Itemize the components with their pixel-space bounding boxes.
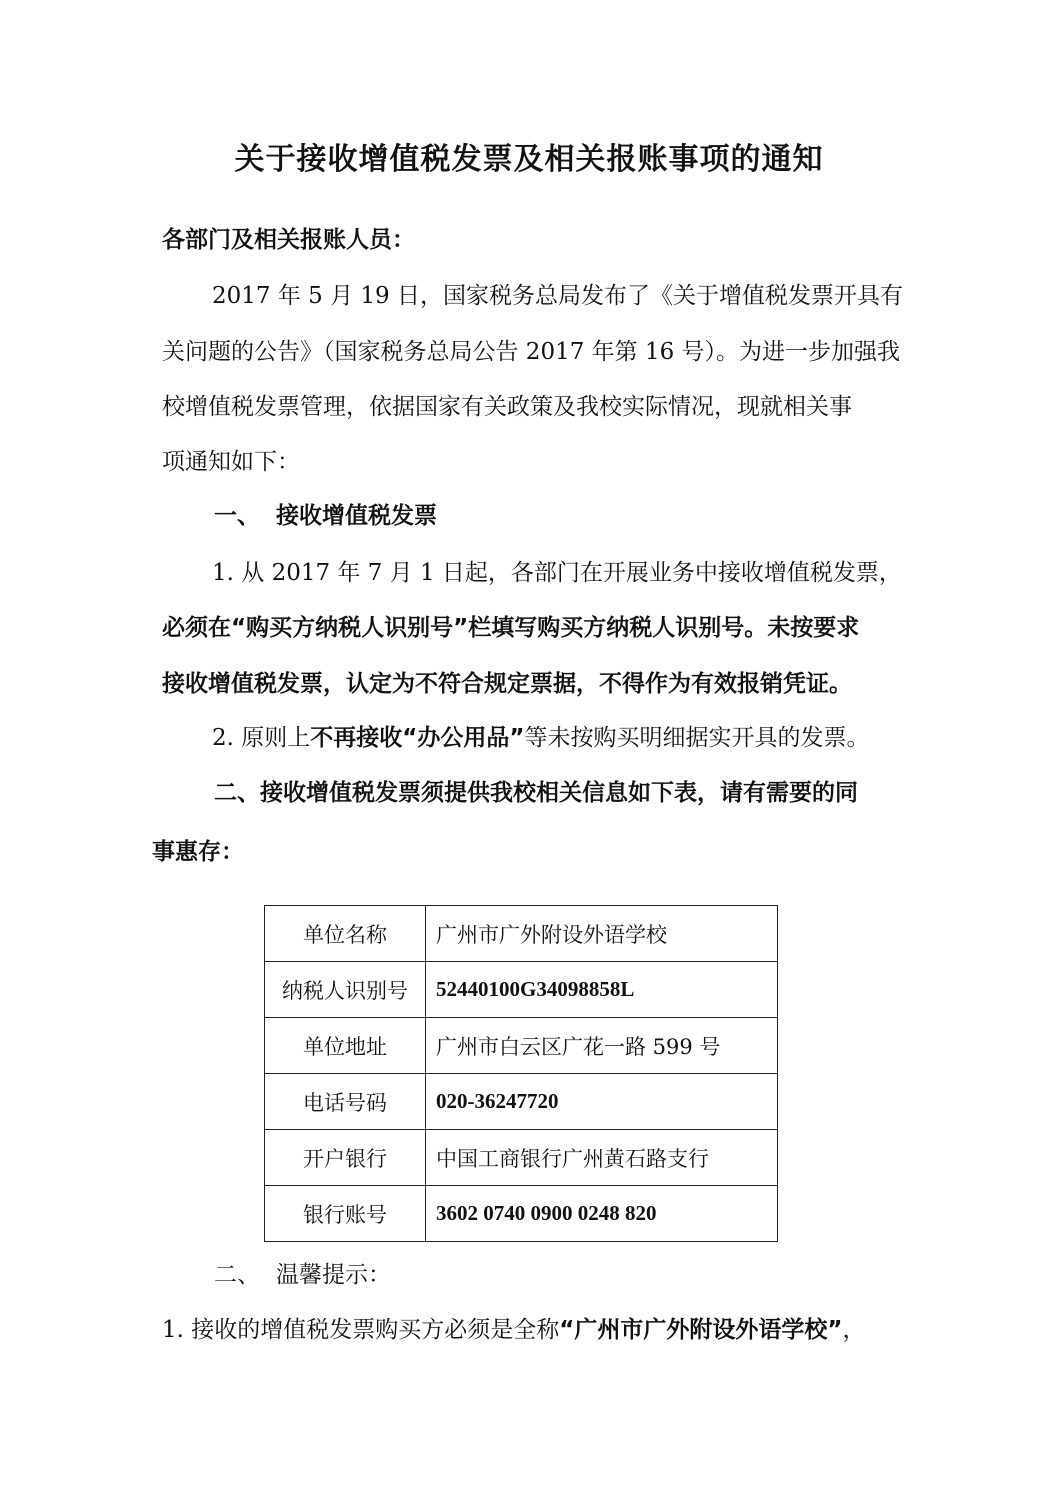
table-value: 020-36247720 (426, 1074, 778, 1130)
section3-number: 二、 (214, 1262, 260, 1288)
table-key: 银行账号 (265, 1186, 426, 1242)
item2-suffix: 等未按购买明细据实开具的发票。 (524, 725, 870, 751)
table-key: 开户银行 (265, 1130, 426, 1186)
tip1-bold: “广州市广外附设外语学校” (559, 1317, 843, 1343)
section1-item1-line3: 接收增值税发票，认定为不符合规定票据，不得作为有效报销凭证。 (162, 671, 852, 697)
intro-line-4: 项通知如下： (162, 449, 300, 475)
tip1-prefix: 1. 接收的增值税发票购买方必须是全称 (162, 1317, 560, 1343)
item2-bold: 不再接收“办公用品” (310, 725, 525, 751)
section2-line-1: 二、接收增值税发票须提供我校相关信息如下表，请有需要的同 (214, 780, 858, 806)
school-info-table (264, 905, 778, 1242)
table-key: 纳税人识别号 (265, 962, 426, 1018)
table-row (265, 906, 778, 962)
table-value: 中国工商银行广州黄石路支行 (426, 1130, 778, 1186)
tip-1 (162, 1314, 866, 1346)
intro-line-1: 2017 年 5 月 19 日，国家税务总局发布了《关于增值税发票开具有 (212, 283, 903, 309)
section1-number: 一、 (214, 503, 260, 529)
intro-line-2: 关问题的公告》（国家税务总局公告 2017 年第 16 号）。为进一步加强我 (162, 339, 901, 365)
table-key: 单位地址 (265, 1018, 426, 1074)
table-value: 3602 0740 0900 0248 820 (426, 1186, 778, 1242)
table-row (265, 1130, 778, 1186)
table-value: 广州市广外附设外语学校 (426, 906, 778, 962)
table-row (265, 1018, 778, 1074)
intro-line-3: 校增值税发票管理，依据国家有关政策及我校实际情况，现就相关事 (162, 394, 852, 420)
salutation: 各部门及相关报账人员： (162, 227, 415, 253)
document-title: 关于接收增值税发票及相关报账事项的通知 (234, 142, 824, 177)
table-key: 电话号码 (265, 1074, 426, 1130)
tip1-suffix: ， (842, 1317, 866, 1343)
section3-heading: 温馨提示： (276, 1262, 391, 1288)
table-key: 单位名称 (265, 906, 426, 962)
section2-line-2: 事惠存： (152, 839, 244, 865)
table-value: 广州市白云区广花一路 599 号 (426, 1018, 778, 1074)
table-row (265, 962, 778, 1018)
section1-item1-line2: 必须在“购买方纳税人识别号”栏填写购买方纳税人识别号。未按要求 (162, 615, 860, 641)
table-row (265, 1186, 778, 1242)
section1-heading: 接收增值税发票 (276, 503, 437, 529)
item2-prefix: 2. 原则上 (212, 725, 311, 751)
table-value: 52440100G34098858L (426, 962, 778, 1018)
section1-item1-line1: 1. 从 2017 年 7 月 1 日起，各部门在开展业务中接收增值税发票， (212, 560, 902, 586)
section1-item2 (212, 722, 870, 754)
table-row (265, 1074, 778, 1130)
